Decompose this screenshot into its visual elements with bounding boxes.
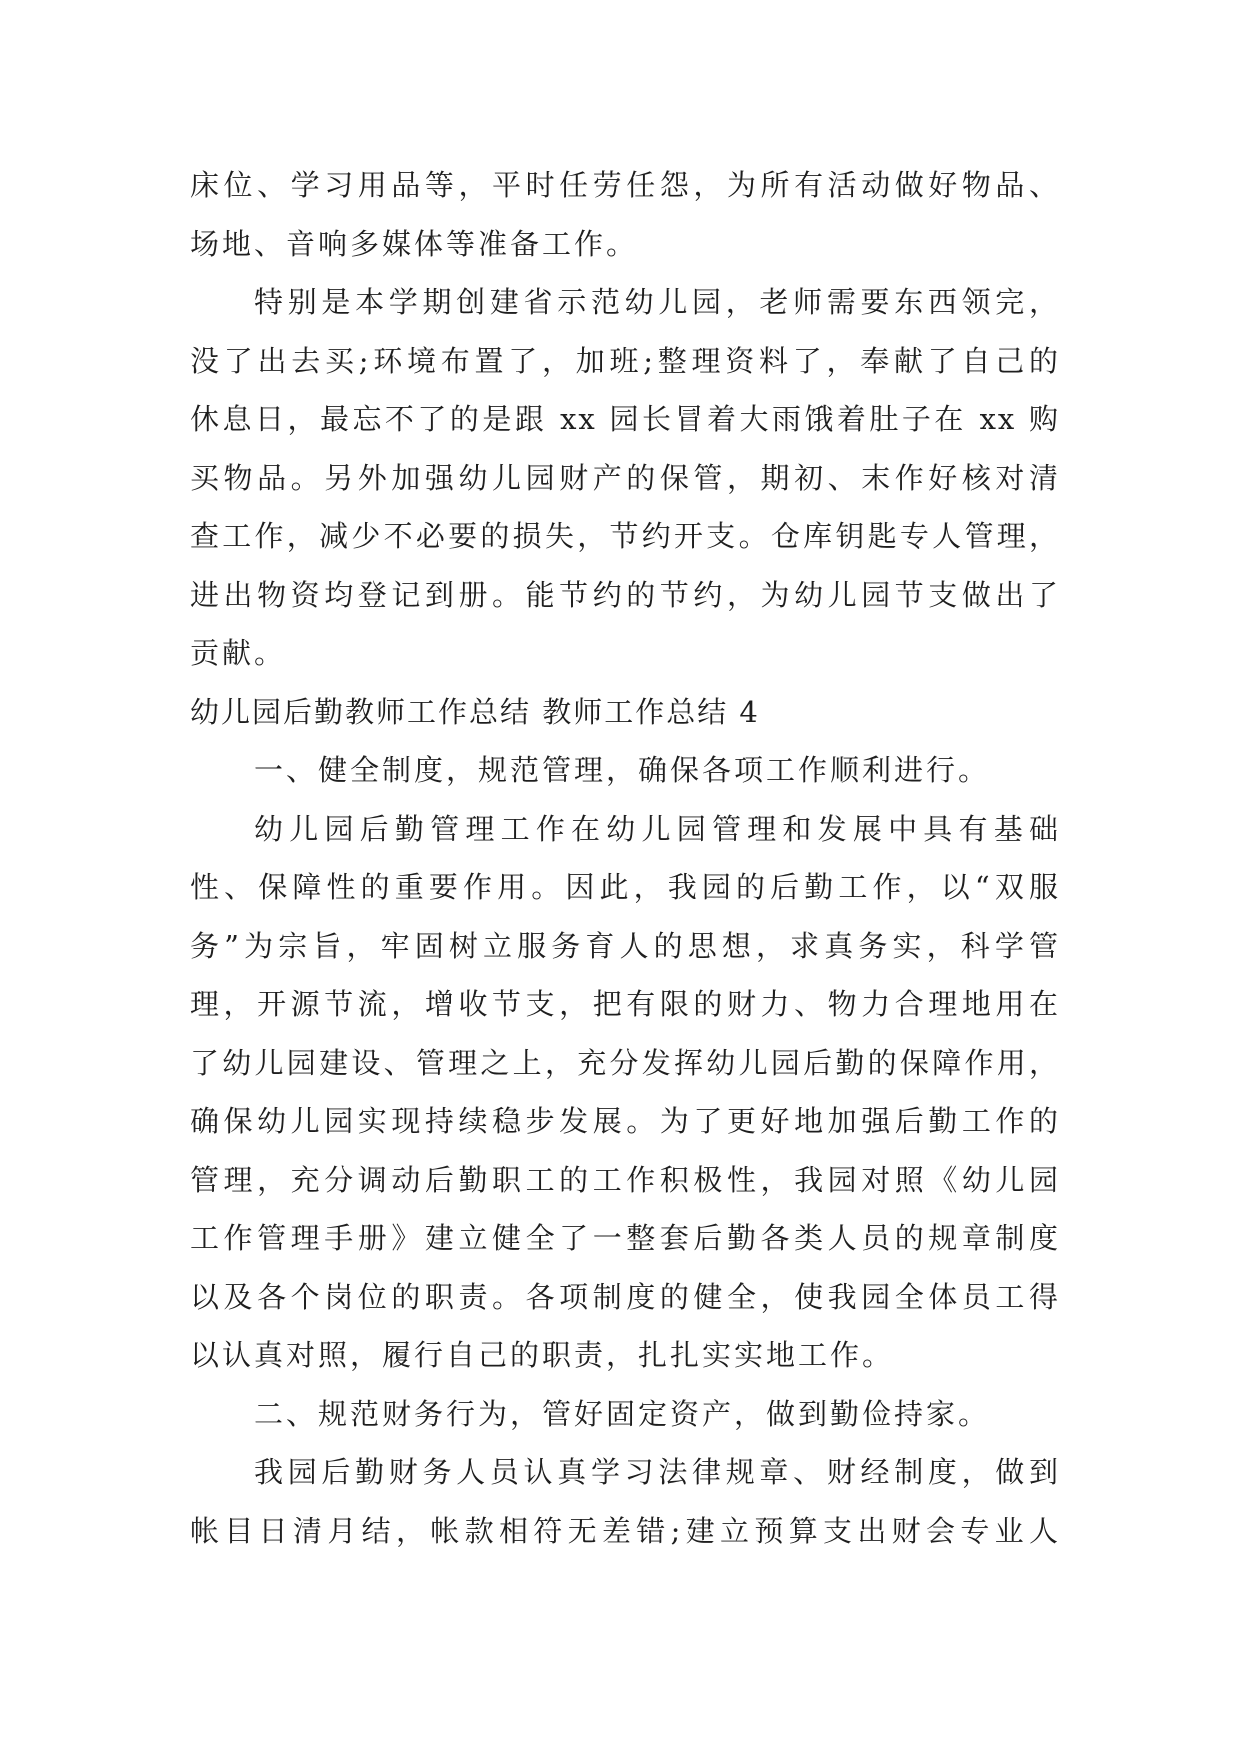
text-line: 贡献。 [190,636,287,670]
text-line: 理，开源节流，增收节支，把有限的财力、物力合理地用在 [190,987,1060,1021]
text-line: 了幼儿园建设、管理之上，充分发挥幼儿园后勤的保障作用， [190,1045,1060,1080]
document-body [190,156,1060,1560]
text-line: 查工作，减少不必要的损失，节约开支。仓库钥匙专人管理， [190,519,1060,553]
text-line: 管理，充分调动后勤职工的工作积极性，我园对照《幼儿园 [190,1162,1060,1197]
text-line: 床位、学习用品等，平时任劳任怨，为所有活动做好物品、 [190,168,1060,202]
paragraph-start-line: 特别是本学期创建省示范幼儿园，老师需要东西领完， [254,285,1060,319]
text-line: 以认真对照，履行自己的职责，扎扎实实地工作。 [190,1338,895,1372]
text-line: 务”为宗旨，牢固树立服务育人的思想，求真务实，科学管 [190,928,1060,963]
text-line: 帐目日清月结，帐款相符无差错;建立预算支出财会专业人 [190,1513,1060,1548]
text-line: 以及各个岗位的职责。各项制度的健全，使我园全体员工得 [190,1279,1060,1314]
text-line: 进出物资均登记到册。能节约的节约，为幼儿园节支做出了 [190,577,1060,612]
text-line: 没了出去买;环境布置了，加班;整理资料了，奉献了自己的 [190,343,1060,378]
text-line: 买物品。另外加强幼儿园财产的保管，期初、末作好核对清 [190,460,1060,495]
section-heading: 幼儿园后勤教师工作总结 教师工作总结 4 [190,694,760,729]
text-line: 场地、音响多媒体等准备工作。 [190,226,639,261]
text-line: 休息日，最忘不了的是跟 xx 园长冒着大雨饿着肚子在 xx 购 [190,402,1060,436]
paragraph-start-line: 我园后勤财务人员认真学习法律规章、财经制度，做到 [254,1455,1060,1489]
text-line: 确保幼儿园实现持续稳步发展。为了更好地加强后勤工作的 [190,1104,1060,1138]
paragraph-start-line: 幼儿园后勤管理工作在幼儿园管理和发展中具有基础 [254,811,1060,846]
subheading-line: 二、规范财务行为，管好固定资产，做到勤俭持家。 [254,1396,991,1431]
text-line: 性、保障性的重要作用。因此，我园的后勤工作，以“双服 [190,870,1060,904]
text-line: 工作管理手册》建立健全了一整套后勤各类人员的规章制度 [190,1221,1060,1255]
subheading-line: 一、健全制度，规范管理，确保各项工作顺利进行。 [254,753,991,787]
